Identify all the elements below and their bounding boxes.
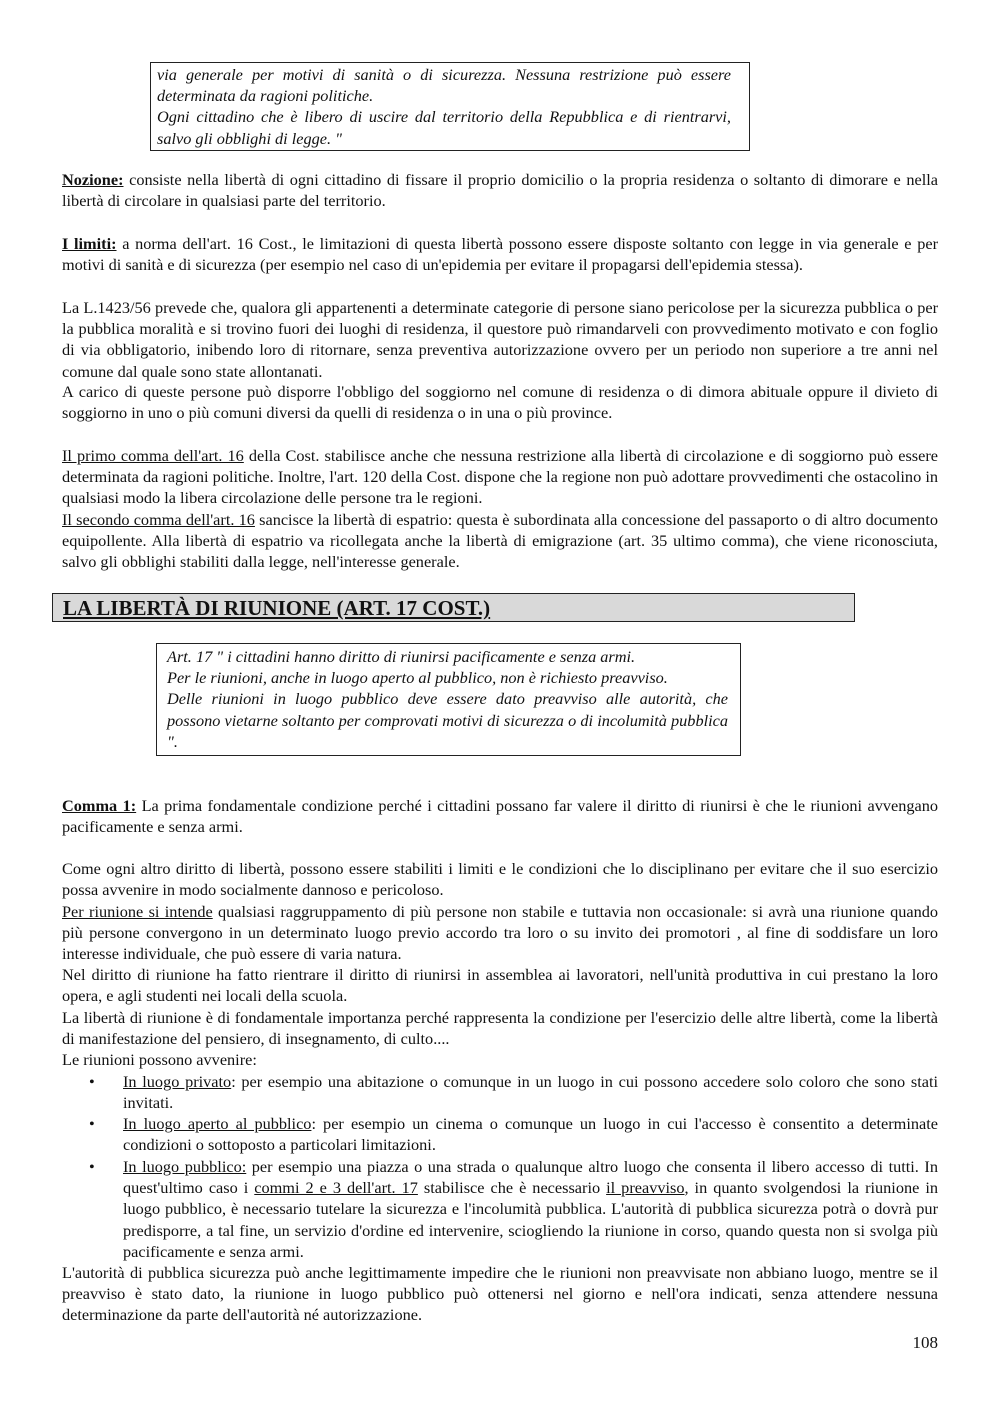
legge-paragraph: La L.1423/56 prevede che, qualora gli appartenenti a determinate categorie di persone siano pericolose per la sicurezza pubblica o per la pubblica moralità e si trovino fuori dei luoghi di residenza, il questore può rimandarveli con provvedimento motivato e con foglio di via obbligatorio, inibendo loro di ritornare, senza preventiva autorizzazione ovvero per un periodo non superiore a tre anni nel comune dal quale sono state allontanati. xyxy=(62,298,938,381)
list-item-text xyxy=(123,1113,938,1155)
list-item-label: In luogo privato xyxy=(123,1072,232,1091)
quote-line: Per le riunioni, anche in luogo aperto al pubblico, non è richiesto preavviso. xyxy=(167,668,668,688)
list-item-text xyxy=(123,1156,938,1262)
list-item-body: , in quanto svolgendosi la riunione in luogo pubblico, è necessario tutelare la sicurezza e l'incolumità pubblica. L'autorità di pubblica sicurezza potrà o dovrà pur predisporre, a tal fine, un servizio d'ordine ed intervenire, sciogliendo la riunione in corso, quando questa non si svolga più pacificamente e senza armi. xyxy=(123,1178,939,1261)
list-item xyxy=(62,1071,938,1113)
quote-line: via generale per motivi di sanità o di sicurezza. Nessuna restrizione può essere determinata da ragioni politiche. xyxy=(157,65,731,106)
nozione-label: Nozione: xyxy=(62,170,124,189)
secondo-comma-text: sancisce la libertà di espatrio: questa è subordinata alla concessione del passaporto o di altro documento equipollente. Alla libertà di espatrio va ricollegata anche la libertà di emigrazione (art. 35 ultimo comma), che viene riconosciuta, salvo gli obblighi stabiliti dalla legge, nell'interesse generale. xyxy=(62,510,938,572)
list-item xyxy=(62,1113,938,1155)
body-paragraph: Come ogni altro diritto di libertà, possono essere stabiliti i limiti e le condizioni che lo disciplinano per evitare che il suo esercizio possa avvenire in modo socialmente dannoso e pericoloso. xyxy=(62,859,938,900)
primo-comma-paragraph xyxy=(62,445,938,509)
bullet-icon: • xyxy=(89,1114,95,1133)
riunione-paragraph xyxy=(62,901,938,965)
list-item-reference: commi 2 e 3 dell'art. 17 xyxy=(254,1178,418,1198)
secondo-comma-label: Il secondo comma dell'art. 16 xyxy=(62,510,255,529)
list-item-body: : per esempio una abitazione o comunque in un luogo in cui possono accedere solo coloro che sono stati invitati. xyxy=(123,1072,938,1113)
list-item-body: per esempio una piazza o una strada o qualunque altro luogo che consenta il libero accesso di tutti. In quest'ultimo caso i xyxy=(123,1157,938,1198)
closing-paragraph: L'autorità di pubblica sicurezza può anche legittimamente impedire che le riunioni non preavvisate non abbiano luogo, mentre se il preavviso è stato dato, la riunione in luogo pubblico può ottenersi nel giorno e nell'ora indicati, senza attendere nessuna determinazione da parte dell'autorità né autorizzazione. xyxy=(62,1263,938,1325)
list-item-body: stabilisce che è necessario xyxy=(417,1178,607,1198)
quote-line: Delle riunioni in luogo pubblico deve essere dato preavviso alle autorità, che possono vietarne soltanto per comprovati motivi di sicurezza o di incolumità pubblica ". xyxy=(167,689,728,751)
limiti-paragraph xyxy=(62,233,938,275)
art17-quote-box xyxy=(156,643,741,756)
list-item-label: In luogo aperto al pubblico xyxy=(123,1114,312,1133)
section-heading: LA LIBERTÀ DI RIUNIONE (ART. 17 COST.) xyxy=(52,593,855,622)
bullet-icon: • xyxy=(89,1072,95,1091)
secondo-comma-paragraph xyxy=(62,509,938,573)
comma1-text: La prima fondamentale condizione perché i cittadini possano far valere il diritto di riunirsi è che le riunioni avvengano pacificamente e senza armi. xyxy=(62,796,938,837)
limiti-label: I limiti: xyxy=(62,234,117,253)
riunione-label: Per riunione si intende xyxy=(62,902,213,921)
list-item-text xyxy=(123,1071,938,1113)
obbligo-paragraph: A carico di queste persone può disporre l'obbligo del soggiorno nel comune di residenza o di dimora abituale oppure il divieto di soggiorno in uno o più comuni diversi da quelli di residenza o in una o più province. xyxy=(62,382,938,423)
riunione-text: qualsiasi raggruppamento di più persone non stabile e tuttavia non occasionale: si avrà una riunione quando più persone convergono in un determinato luogo previo accordo tra loro o su invito dei promotori , al fine di soddisfare un loro interesse individuale, che può essere di varia natura. xyxy=(62,902,939,964)
list-item xyxy=(62,1156,938,1262)
limiti-text: a norma dell'art. 16 Cost., le limitazioni di questa libertà possono essere disposte soltanto con legge in via generale e per motivi di sanità e di sicurezza (per esempio nel caso di un'epidemia per evitare il propagarsi dell'epidemia stessa). xyxy=(62,234,938,275)
list-item-body: : per esempio un cinema o comunque un luogo in cui l'accesso è consentito a determinate condizioni o sottoposto a particolari limitazioni. xyxy=(123,1114,938,1155)
list-item-label: In luogo pubblico: xyxy=(123,1157,247,1176)
nozione-paragraph xyxy=(62,169,938,211)
body-paragraph: La libertà di riunione è di fondamentale importanza perché rappresenta la condizione per l'esercizio delle altre libertà, come la libertà di manifestazione del pensiero, di insegnamento, di culto.... xyxy=(62,1008,938,1049)
quote-line: Ogni cittadino che è libero di uscire dal territorio della Repubblica e di rientrarvi, salvo gli obblighi di legge. " xyxy=(157,107,731,148)
comma1-label: Comma 1: xyxy=(62,796,137,815)
bullet-icon: • xyxy=(89,1157,95,1176)
quote-line: Art. 17 " i cittadini hanno diritto di riunirsi pacificamente e senza armi. xyxy=(167,647,636,666)
nozione-text: consiste nella libertà di ogni cittadino di fissare il proprio domicilio o la propria residenza o soltanto di dimorare e nella libertà di circolare in qualsiasi parte del territorio. xyxy=(62,170,938,211)
body-paragraph: Le riunioni possono avvenire: xyxy=(62,1050,257,1069)
list-item-reference: il preavviso xyxy=(606,1178,685,1198)
art16-quote-box xyxy=(150,62,750,151)
primo-comma-label: Il primo comma dell'art. 16 xyxy=(62,446,244,465)
comma1-paragraph xyxy=(62,795,938,837)
page-number: 108 xyxy=(912,1333,938,1352)
body-paragraph: Nel diritto di riunione ha fatto rientrare il diritto di riunirsi in assemblea ai lavoratori, nell'unità produttiva in cui prestano la loro opera, e agli studenti nei locali della scuola. xyxy=(62,965,938,1006)
primo-comma-text: della Cost. stabilisce anche che nessuna restrizione alla libertà di circolazione e di soggiorno può essere determinata da ragioni politiche. Inoltre, l'art. 120 della Cost. dispone che la regione non può adottare provvedimenti che ostacolino in qualsiasi modo la libera circolazione delle persone tra le regioni. xyxy=(62,446,938,508)
